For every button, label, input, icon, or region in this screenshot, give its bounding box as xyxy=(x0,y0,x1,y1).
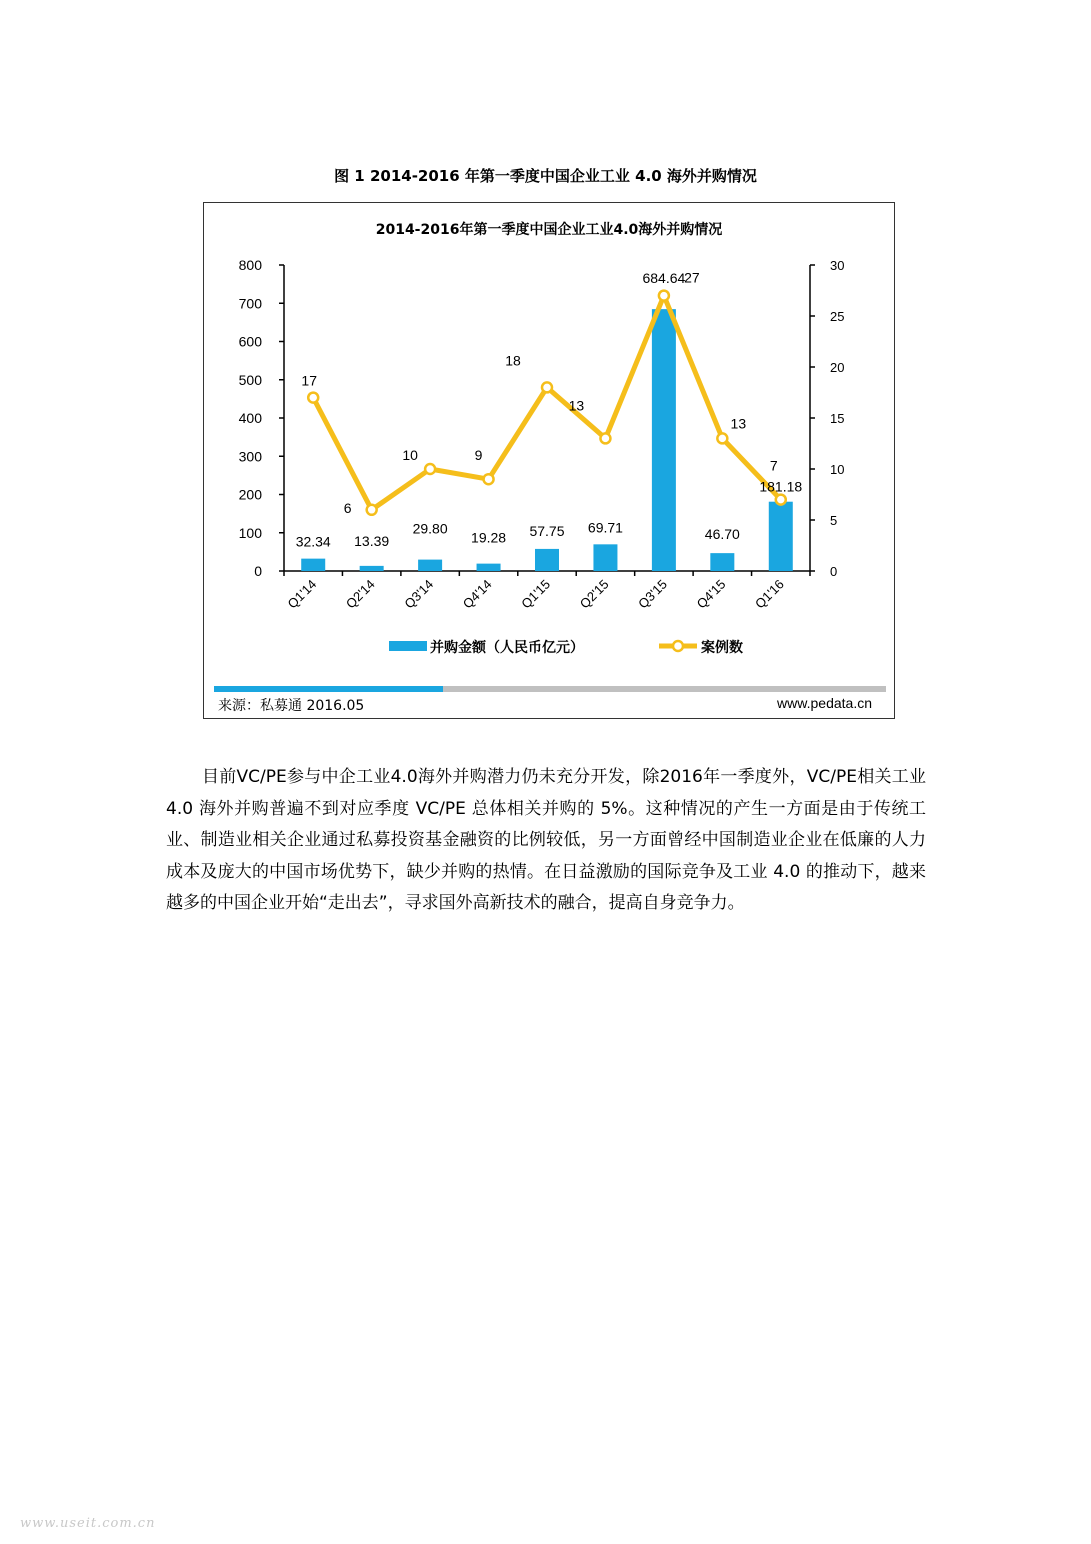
x-tick-label: Q4'14 xyxy=(459,576,495,612)
line-point xyxy=(484,474,494,484)
y-left-tick-label: 700 xyxy=(238,295,262,312)
bar xyxy=(710,553,734,571)
x-tick-label: Q3'15 xyxy=(635,576,671,612)
x-tick-label: Q4'15 xyxy=(693,576,729,612)
body-paragraph: 目前VC/PE参与中企工业4.0海外并购潜力仍未充分开发，除2016年一季度外，VC/PE相关工业 4.0 海外并购普遍不到对应季度 VC/PE 总体相关并购的 5%。这种情况的产生一方面是由于传统工业、制造业相关企业通过私募投资基金融资的比例较低，另一方面曾经中国制造业企业在低廉的人力成本及庞大的中国市场优势下，缺少并购的热情。在日益激励的国际竞争及工业 4.0 的推动下，越来越多的中国企业开始“走出去”，寻求国外高新技术的融合，提高自身竞争力。 xyxy=(166,767,926,913)
line-point xyxy=(776,495,786,505)
line-value-label: 27 xyxy=(684,269,700,286)
line-point xyxy=(659,291,669,301)
bar xyxy=(477,564,501,571)
bar xyxy=(652,309,676,571)
watermark: www.useit.com.cn xyxy=(20,1516,156,1531)
y-left-tick-label: 100 xyxy=(238,524,262,541)
bar xyxy=(769,502,793,571)
y-left-tick-label: 300 xyxy=(238,448,262,465)
bar xyxy=(360,566,384,571)
y-right-tick-label: 15 xyxy=(830,411,845,426)
line-point xyxy=(425,464,435,474)
y-right-tick-label: 0 xyxy=(830,564,838,579)
line-value-label: 18 xyxy=(505,352,521,369)
line-point xyxy=(367,505,377,515)
line-value-label: 7 xyxy=(769,457,778,474)
line-value-label: 9 xyxy=(474,447,483,464)
chart-frame xyxy=(203,202,895,719)
bar-value-label: 29.80 xyxy=(412,520,448,537)
bar-value-label: 19.28 xyxy=(471,529,507,546)
legend-line-marker xyxy=(673,641,683,651)
y-right-tick-label: 25 xyxy=(830,309,845,324)
x-tick-label: Q1'14 xyxy=(284,576,320,612)
y-right-tick-label: 30 xyxy=(830,258,845,273)
bar xyxy=(301,559,325,571)
line-value-label: 17 xyxy=(301,372,318,389)
y-right-tick-label: 5 xyxy=(830,513,838,528)
legend-bar-swatch xyxy=(389,641,427,651)
combo-chart xyxy=(204,203,894,683)
bar-value-label: 181.18 xyxy=(759,478,803,495)
bar xyxy=(593,544,617,571)
source-bar-accent xyxy=(214,686,443,692)
figure-caption: 图 1 2014-2016 年第一季度中国企业工业 4.0 海外并购情况 xyxy=(334,167,757,185)
y-left-tick-label: 600 xyxy=(238,333,262,350)
line-series xyxy=(308,291,786,515)
legend xyxy=(389,639,743,656)
legend-line-label: 案例数 xyxy=(701,640,743,656)
line-point xyxy=(542,382,552,392)
x-tick-label: Q1'16 xyxy=(752,576,787,612)
x-tick-label: Q3'14 xyxy=(401,576,437,612)
y-left-tick-label: 0 xyxy=(254,563,262,579)
line-value-label: 6 xyxy=(343,499,352,516)
legend-bar-label: 并购金额（人民币亿元） xyxy=(430,640,584,656)
line-value-label: 10 xyxy=(402,447,418,463)
bar-value-label: 57.75 xyxy=(529,522,565,539)
line-point xyxy=(717,433,727,443)
y-right-tick-label: 20 xyxy=(830,360,845,375)
source-bar xyxy=(214,686,886,692)
chart-title: 2014-2016年第一季度中国企业工业4.0海外并购情况 xyxy=(375,222,723,238)
bar-value-label: 684.64 xyxy=(642,270,686,287)
bar xyxy=(535,549,559,571)
x-tick-label: Q1'15 xyxy=(518,576,554,612)
bar-value-label: 13.39 xyxy=(354,532,390,549)
bar-value-label: 32.34 xyxy=(295,533,331,550)
series-line xyxy=(313,296,781,510)
source-label: 来源：私募通 2016.05 xyxy=(218,698,365,714)
line-value-label: 13 xyxy=(730,415,747,432)
y-left-tick-label: 400 xyxy=(238,410,262,426)
source-url: www.pedata.cn xyxy=(777,695,872,711)
line-point xyxy=(600,433,610,443)
bar-value-label: 69.71 xyxy=(587,519,623,536)
bar-value-label: 46.70 xyxy=(704,526,740,543)
line-value-label: 13 xyxy=(568,397,585,414)
y-right-tick-label: 10 xyxy=(830,462,845,477)
bar xyxy=(418,560,442,571)
y-left-tick-label: 800 xyxy=(238,257,262,273)
x-tick-label: Q2'15 xyxy=(576,576,612,612)
x-tick-label: Q2'14 xyxy=(342,576,378,612)
y-left-tick-label: 500 xyxy=(238,371,262,388)
y-left-tick-label: 200 xyxy=(238,486,262,503)
line-point xyxy=(308,393,318,403)
